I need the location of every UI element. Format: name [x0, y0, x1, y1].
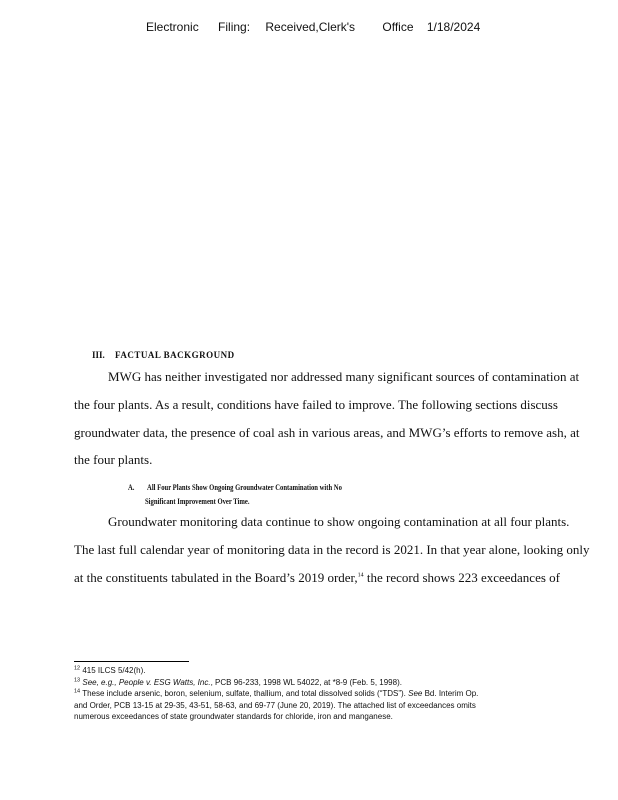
section-heading [92, 350, 235, 360]
intro-line-4: the four plants. [74, 452, 153, 467]
footnote-14-line-3: numerous exceedances of state groundwater standards for chloride, iron and manganese. [74, 712, 393, 721]
intro-line-2: the four plants. As a result, conditions have failed to improve. The following sections discuss [74, 397, 558, 412]
intro-line-1: MWG has neither investigated nor addressed many significant sources of contamination at [108, 369, 580, 384]
para-line-1: Groundwater monitoring data continue to show ongoing contamination at all four plants. [108, 514, 570, 529]
intro-line-3: groundwater data, the presence of coal ash in various areas, and MWG’s efforts to remove ash, at [74, 425, 580, 440]
subsection-title-2: Significant Improvement Over Time. [145, 496, 250, 506]
subsection-heading-line-1 [128, 482, 342, 492]
footnote-14-text-a: These include arsenic, boron, selenium, sulfate, thallium, and total dissolved solids (“TDS”). [82, 689, 409, 698]
section-title: FACTUAL BACKGROUND [115, 350, 235, 360]
footnote-ref-14: 14 [357, 572, 364, 579]
subsection-title-1: All Four Plants Show Ongoing Groundwater Contamination with No [147, 482, 342, 492]
footnote-separator [74, 661, 189, 662]
section-numeral: III. [92, 350, 105, 360]
header-office: Office [382, 20, 414, 34]
footnote-12-number: 12 [74, 665, 81, 672]
footnote-12 [74, 666, 146, 676]
footnote-14-see: See [408, 689, 423, 698]
footnote-14-text-b: Bd. Interim Op. [422, 689, 479, 698]
header-filing: Filing: [218, 20, 251, 34]
footnote-14-line-1 [74, 689, 478, 699]
footnote-13-case: See, e.g., People v. ESG Watts, Inc. [82, 678, 211, 687]
para-line-3 [74, 570, 560, 586]
footnote-13-citation: , PCB 96-233, 1998 WL 54022, at *8-9 (Feb. 5, 1998). [210, 678, 402, 687]
subsection-letter: A. [128, 482, 135, 492]
footnote-14-number: 14 [74, 688, 81, 695]
footnote-13 [74, 678, 402, 688]
header-date: 1/18/2024 [426, 20, 481, 34]
para-line-3-text: at the constituents tabulated in the Board’s 2019 order, [74, 570, 358, 585]
footnote-13-number: 13 [74, 677, 81, 684]
para-line-2: The last full calendar year of monitoring data in the record is 2021. In that year alone, looking only [74, 542, 590, 557]
para-line-3-rest: the record shows 223 exceedances of [363, 570, 560, 585]
header-electronic: Electronic [146, 20, 199, 34]
footnote-14-line-2: and Order, PCB 13-15 at 29-35, 43-51, 58-63, and 69-77 (June 20, 2019). The attached list of exceedances omits [74, 701, 476, 710]
header-received: Received,Clerk's [265, 20, 356, 34]
footnote-12-text: 415 ILCS 5/42(h). [82, 666, 146, 675]
filing-stamp-header [146, 20, 480, 34]
